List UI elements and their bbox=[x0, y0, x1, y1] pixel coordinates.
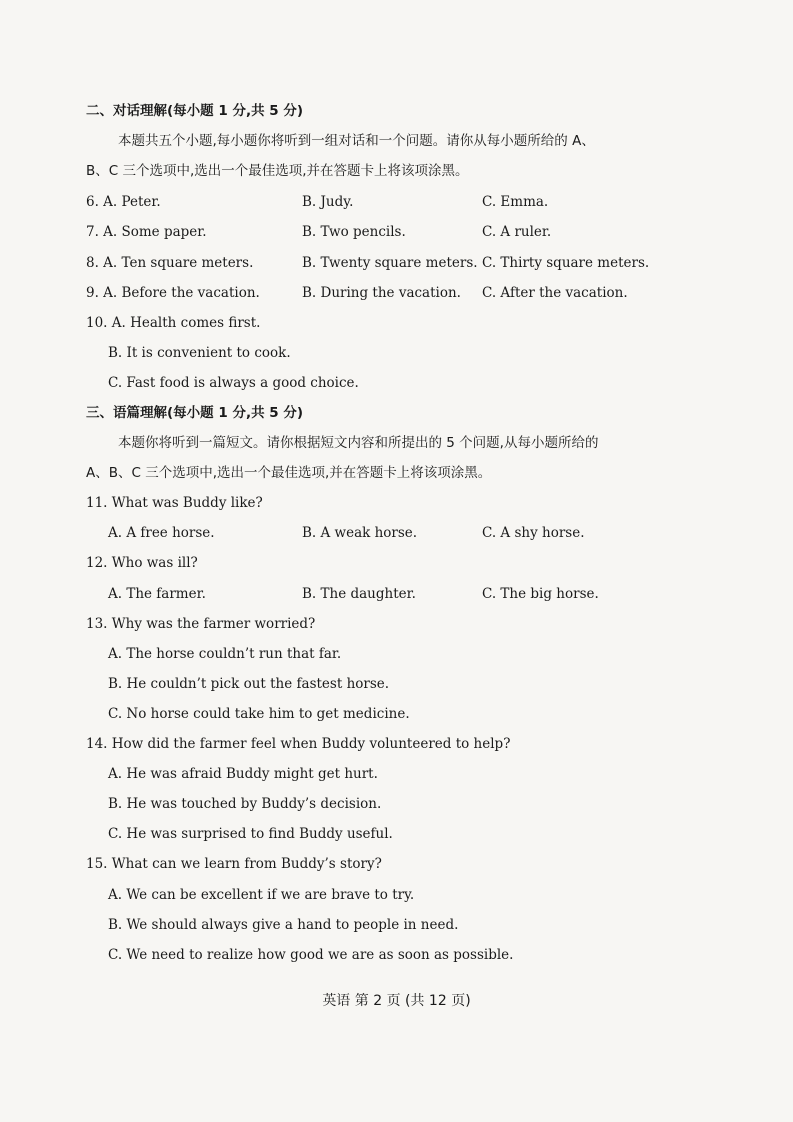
q6-option-b: B. Judy. bbox=[302, 194, 354, 210]
q13-question: 13. Why was the farmer worried? bbox=[86, 616, 316, 632]
page-footer: 英语 第 2 页 (共 12 页) bbox=[322, 993, 471, 1009]
q11-option-c: C. A shy horse. bbox=[482, 525, 585, 541]
q15-option-a: A. We can be excellent if we are brave to try. bbox=[108, 887, 415, 903]
section3-instruction-2: A、B、C 三个选项中,选出一个最佳选项,并在答题卡上将该项涂黑。 bbox=[86, 465, 492, 481]
q9-option-a: 9. A. Before the vacation. bbox=[86, 285, 260, 301]
q10-option-b: B. It is convenient to cook. bbox=[108, 345, 291, 361]
q12-option-a: A. The farmer. bbox=[108, 586, 206, 602]
q12-option-c: C. The big horse. bbox=[482, 586, 599, 602]
q15-question: 15. What can we learn from Buddy’s story? bbox=[86, 856, 382, 872]
q13-option-b: B. He couldn’t pick out the fastest horse. bbox=[108, 676, 390, 692]
q11-option-a: A. A free horse. bbox=[108, 525, 215, 541]
q15-option-c: C. We need to realize how good we are as soon as possible. bbox=[108, 947, 514, 963]
q11-option-b: B. A weak horse. bbox=[302, 525, 418, 541]
q14-option-a: A. He was afraid Buddy might get hurt. bbox=[108, 766, 378, 782]
q8-option-c: C. Thirty square meters. bbox=[482, 255, 650, 271]
section2-instruction-1: 本题共五个小题,每小题你将听到一组对话和一个问题。请你从每小题所给的 A、 bbox=[118, 133, 595, 149]
section2-heading: 二、对话理解(每小题 1 分,共 5 分) bbox=[86, 103, 304, 119]
q9-option-c: C. After the vacation. bbox=[482, 285, 628, 301]
q7-option-a: 7. A. Some paper. bbox=[86, 224, 207, 240]
q7-option-b: B. Two pencils. bbox=[302, 224, 406, 240]
q8-option-b: B. Twenty square meters. bbox=[302, 255, 478, 271]
q9-option-b: B. During the vacation. bbox=[302, 285, 461, 301]
section2-instruction-2: B、C 三个选项中,选出一个最佳选项,并在答题卡上将该项涂黑。 bbox=[86, 163, 469, 179]
q6-option-c: C. Emma. bbox=[482, 194, 549, 210]
section3-heading: 三、语篇理解(每小题 1 分,共 5 分) bbox=[86, 405, 304, 421]
q11-question: 11. What was Buddy like? bbox=[86, 495, 263, 511]
q6-option-a: 6. A. Peter. bbox=[86, 194, 161, 210]
q14-option-c: C. He was surprised to find Buddy useful. bbox=[108, 826, 393, 842]
q10-option-c: C. Fast food is always a good choice. bbox=[108, 375, 359, 391]
q10-option-a: 10. A. Health comes first. bbox=[86, 315, 261, 331]
q12-question: 12. Who was ill? bbox=[86, 555, 198, 571]
q12-option-b: B. The daughter. bbox=[302, 586, 416, 602]
q13-option-a: A. The horse couldn’t run that far. bbox=[108, 646, 342, 662]
q13-option-c: C. No horse could take him to get medicine. bbox=[108, 706, 410, 722]
section3-instruction-1: 本题你将听到一篇短文。请你根据短文内容和所提出的 5 个问题,从每小题所给的 bbox=[118, 435, 599, 451]
q14-question: 14. How did the farmer feel when Buddy volunteered to help? bbox=[86, 736, 511, 752]
q8-option-a: 8. A. Ten square meters. bbox=[86, 255, 254, 271]
q15-option-b: B. We should always give a hand to people in need. bbox=[108, 917, 459, 933]
q14-option-b: B. He was touched by Buddy’s decision. bbox=[108, 796, 382, 812]
q7-option-c: C. A ruler. bbox=[482, 224, 552, 240]
